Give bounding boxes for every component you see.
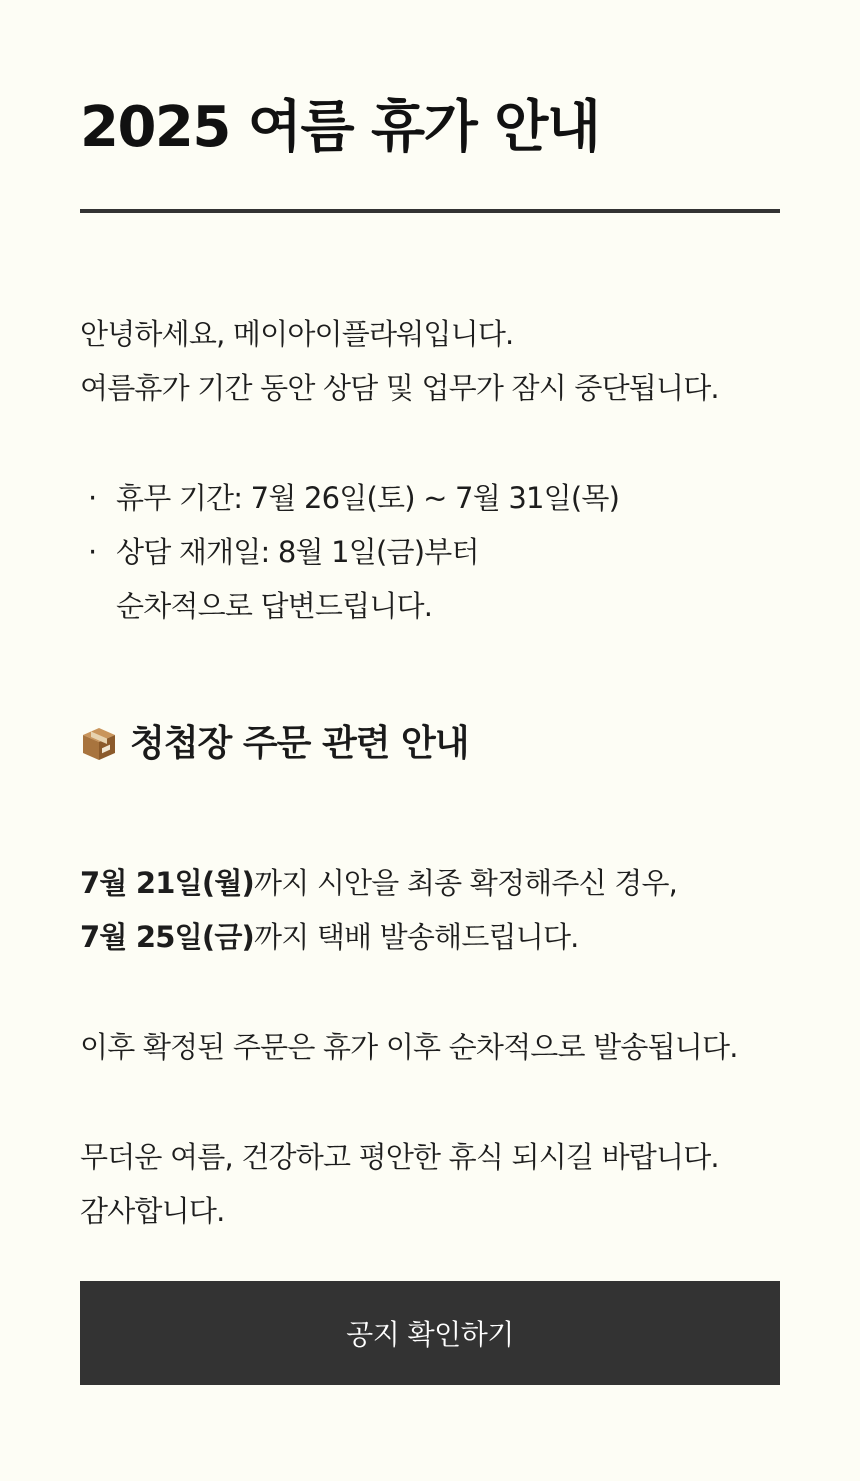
package-icon — [80, 725, 118, 763]
vacation-notice — [80, 0, 780, 1351]
order-section-heading — [80, 714, 780, 774]
closing-wish: 무더운 여름, 건강하고 평안한 휴식 되시길 바랍니다. — [80, 1140, 719, 1174]
bullet-marker: · — [88, 535, 97, 569]
reopen-date-text: 상담 재개일: 8월 1일(금)부터 — [116, 535, 479, 569]
list-item-closed-period — [88, 471, 780, 525]
greeting-block — [80, 307, 780, 415]
confirm-deadline-date: 7월 21일(월) — [80, 866, 254, 900]
closed-period-text: 휴무 기간: 7월 26일(토) ~ 7월 31일(목) — [116, 481, 620, 515]
list-item-reopen-date — [88, 525, 780, 579]
shipping-deadline-date: 7월 25일(금) — [80, 920, 254, 954]
closing-block — [80, 1130, 780, 1238]
reopen-note-text: 순차적으로 답변드립니다. — [116, 589, 433, 623]
after-vacation-text: 이후 확정된 주문은 휴가 이후 순차적으로 발송됩니다. — [80, 1030, 738, 1064]
confirm-notice-button[interactable]: 공지 확인하기 — [80, 1281, 780, 1385]
order-deadline-block — [80, 856, 780, 964]
shipping-deadline-line — [80, 910, 780, 964]
title-divider — [80, 209, 780, 213]
schedule-list — [80, 471, 780, 633]
confirm-deadline-line — [80, 856, 780, 910]
after-vacation-note — [80, 1020, 780, 1074]
shipping-deadline-text: 까지 택배 발송해드립니다. — [253, 920, 579, 954]
notice-title: 2025 여름 휴가 안내 — [80, 95, 600, 160]
closing-thanks: 감사합니다. — [80, 1194, 225, 1228]
closure-line: 여름휴가 기간 동안 상담 및 업무가 잠시 중단됩니다. — [80, 371, 719, 405]
confirm-deadline-text: 까지 시안을 최종 확정해주신 경우, — [253, 866, 678, 900]
greeting-line: 안녕하세요, 메이아이플라워입니다. — [80, 317, 514, 351]
bullet-marker: · — [88, 481, 97, 515]
order-section-title: 청첩장 주문 관련 안내 — [130, 723, 469, 764]
